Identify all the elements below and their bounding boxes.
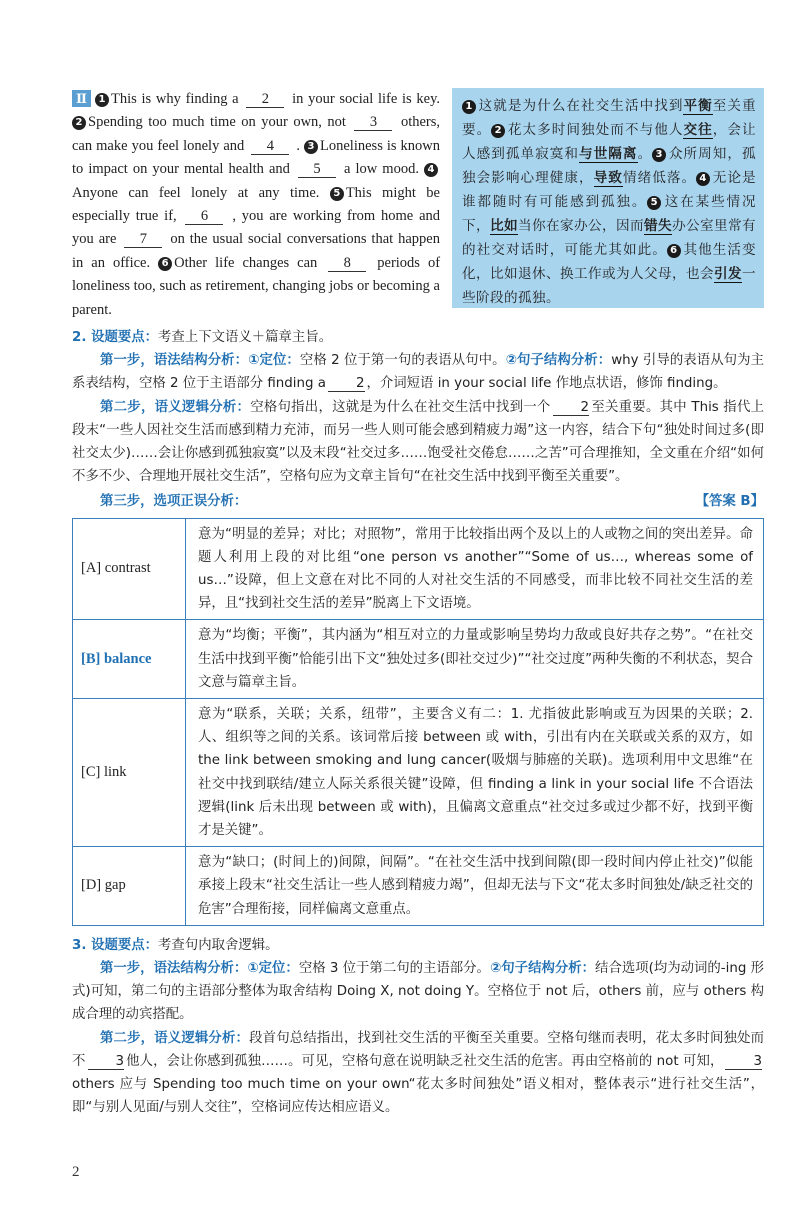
translation-number: 3 [652, 148, 666, 162]
option-label: [C] link [73, 699, 186, 847]
q3-step1-struct: ②句子结构分析： [489, 961, 596, 977]
q2-step1-c: ，介词短语 in your social life 作地点状语，修饰 finding。 [366, 376, 727, 392]
option-label: [B] balance [73, 620, 186, 699]
blank-4: 4 [251, 138, 289, 155]
q2-step2-label: 第二步，语义逻辑分析： [100, 399, 251, 415]
sentence-number: 6 [158, 257, 172, 271]
option-analysis: 意为“联系，关联；关系，纽带”，主要含义有二：1. 尤指彼此影响或互为因果的关联；2. 人、组织等之间的关系。该词常后接 between 或 with，引出有内在关联或关系的双方，如 the link between smoking and lung cancer(吸烟与肺癌的关联)。选项利用中文思维“在社交中找到联结/建立人际关系很关键”设障，但 finding a link in your social life 不合语法逻辑(link 后未出现 between 或 with)，且偏离文意重点“社交过多或过少都不好，找到平衡才是关键”。 [186, 699, 764, 847]
translation-text: 办公室里常有的社交对话时，可能尤其如此。 [462, 218, 756, 258]
translation-text: ，会让人感到孤单寂寞和 [462, 122, 756, 162]
passage-text: a low mood. [344, 161, 419, 178]
q3-step2-label: 第二步，语义逻辑分析： [100, 1030, 250, 1046]
section-marker: Ⅱ [72, 90, 91, 107]
translation-number: 4 [696, 172, 710, 186]
translation-text: 一些阶段的孤独。 [462, 266, 756, 306]
translation-text: 。 [637, 146, 653, 162]
passage-text: Anyone can feel lonely at any time. [72, 184, 320, 201]
translation-text: 至关重要。 [462, 98, 756, 138]
q3-step2-blank1: 3 [88, 1054, 125, 1070]
option-row [73, 518, 764, 620]
translation-text: 众所周知，孤独会影响心理健康， [462, 146, 756, 186]
q3-step2-c: others 应与 Spending too much time on your own“花太多时间独处”语义相对，整体表示“进行社交生活”，即“与别人见面/与别人交往”，空格词应传达相应语义。 [72, 1077, 764, 1116]
translation-number: 5 [647, 196, 661, 210]
q3-heading [72, 934, 764, 957]
sentence-number: 4 [424, 163, 438, 177]
english-passage [72, 88, 440, 322]
sentence-number: 5 [330, 187, 344, 201]
q3-step1-loc: ①定位： [247, 961, 299, 977]
translation-text: 情绪低落。 [622, 170, 697, 186]
passage-text: Spending too much time on your own, not [88, 114, 346, 131]
key-term: 交往 [683, 122, 713, 138]
translation-text: 无论是谁都随时有可能感到孤独。 [462, 170, 756, 210]
translation-text: 这在某些情况下， [462, 194, 756, 234]
passage-text: Loneliness is known to impact on your mental health and [72, 137, 441, 178]
q3-title-rest: 考查句内取舍逻辑。 [158, 937, 279, 953]
key-term: 错失 [643, 218, 672, 234]
translation-number: 2 [491, 124, 505, 138]
q3-title: 3. 设题要点： [72, 937, 159, 953]
passage-text: periods of loneliness too, such as retirement, changing jobs or becoming a parent. [72, 254, 441, 318]
passage-text: This is why finding a [110, 91, 239, 107]
q2-step1-label: 第一步，语法结构分析： [100, 353, 249, 369]
passage-text: Other life changes can [174, 254, 318, 271]
q3-step2-a: 段首句总结指出，找到社交生活的平衡至关重要。空格句继而表明，花太多时间独处而不 [72, 1030, 765, 1069]
key-term: 导致 [593, 170, 623, 186]
q2-heading [72, 326, 764, 349]
q2-step1-struct: ②句子结构分析： [505, 353, 612, 369]
q3-step1-label: 第一步，语法结构分析： [100, 961, 248, 977]
q2-step2 [72, 396, 764, 489]
q2-answer: 【答案 B】 [695, 494, 764, 510]
explanation-content [72, 326, 764, 1120]
q3-step1 [72, 957, 764, 1027]
passage-text: , you are working from home and you are [72, 208, 441, 248]
option-label: [A] contrast [73, 518, 186, 620]
q2-step2-b: 至关重要。其中 This 指代上段末“一些人因社交生活而感到精力充沛，而另一些人则可能会感到精疲力竭”这一内容，结合下句“独处时间过多(即社交太少)……会让你感到孤独寂寞”以及末段“社交过多……饱受社交倦怠……之苦”可合理推知，全文重在介绍“如何不多不少、合理地开展社交生活”，空格句应为文章主旨句“在社交生活中找到平衡至关重要”。 [72, 399, 765, 485]
passage-text: . [296, 137, 300, 154]
q2-step1-b: why 引导的表语从句为主系表结构，空格 2 位于主语部分 finding a [72, 353, 765, 392]
q2-step1-blank: 2 [328, 376, 365, 392]
q2-step2-a: 空格句指出，这就是为什么在社交生活中找到一个 [250, 399, 551, 415]
option-analysis: 意为“缺口；(时间上的)间隙，间隔”。“在社交生活中找到间隙(即一段时间内停止社交)”似能承接上段末“社交生活让一些人感到精疲力竭”，但却无法与下文“花太多时间独处/缺乏社交的危害”合理衔接，同样偏离文意重点。 [186, 847, 764, 926]
q2-step1-loc: ①定位： [248, 353, 300, 369]
passage-text: others, can make you feel lonely and [72, 114, 441, 154]
blank-3: 3 [354, 114, 392, 131]
chinese-translation-box [452, 88, 764, 308]
option-analysis: 意为“均衡；平衡”，其内涵为“相互对立的力量或影响呈势均力敌或良好共存之势”。“在社交生活中找到平衡”恰能引出下文“独处过多(即社交过少)”“社交过度”两种失衡的不利状态，契合文意与篇章主旨。 [186, 620, 764, 699]
q2-title: 2. 设题要点： [72, 330, 159, 345]
q2-title-rest: 考查上下文语义＋篇章主旨。 [158, 330, 333, 345]
q2-step2-blank: 2 [553, 400, 590, 416]
translation-number: 6 [667, 244, 681, 258]
translation-text: 当你在家办公，因而 [518, 218, 644, 234]
q2-step1 [72, 349, 764, 395]
key-term: 与世隔离 [579, 146, 638, 162]
option-analysis: 意为“明显的差异；对比；对照物”，常用于比较指出两个及以上的人或物之间的突出差异。命题人利用上段的对比组“one person vs another”“Some of us…, whereas some of us…”设障，但上文意在对比不同的人对社交生活的不同感受，而非比较不同社交生活的差异，且“找到社交生活的差异”脱离上下文语境。 [186, 518, 764, 620]
option-label: [D] gap [73, 847, 186, 926]
sentence-number: 1 [95, 93, 109, 107]
translation-text: 这就是为什么在社交生活中找到 [478, 98, 684, 114]
translation-number: 1 [462, 100, 476, 114]
q3-step2-b: 他人，会让你感到孤独……。可见，空格句意在说明缺乏社交生活的危害。再由空格前的 not 可知， [126, 1053, 724, 1069]
options-table [72, 518, 764, 926]
option-row [73, 620, 764, 699]
q2-step1-a: 空格 2 位于第一句的表语从句中。 [299, 353, 506, 369]
passage-text: This might be especially true if, [72, 184, 440, 225]
key-term: 引发 [713, 266, 742, 282]
passage-text: in your social life is key. [292, 91, 441, 107]
q3-step2 [72, 1027, 764, 1120]
q3-step1-a: 空格 3 位于第二句的主语部分。 [298, 961, 490, 977]
key-term: 比如 [490, 218, 518, 234]
option-row [73, 699, 764, 847]
q2-step3-label: 第三步，选项正误分析： [100, 494, 248, 510]
page-number: 2 [72, 1164, 80, 1180]
blank-6: 6 [185, 208, 223, 225]
q3-step1-b: 结合选项(均为动词的-ing 形式)可知，第二句的主语部分整体为取舍结构 Doing X, not doing Y。空格位于 not 后，others 前，应与 others 构成合理的动宾搭配。 [72, 961, 764, 1023]
option-row [73, 847, 764, 926]
translation-text: 花太多时间独处而不与他人 [507, 122, 684, 138]
passage-text: on the usual social conversations that happen in an office. [72, 231, 440, 271]
translation-text: 其他生活变化，比如退休、换工作或为人父母，也会 [462, 242, 756, 282]
q2-step3-row [72, 490, 764, 513]
sentence-number: 2 [72, 116, 86, 130]
blank-7: 7 [124, 231, 162, 248]
blank-8: 8 [328, 255, 366, 272]
key-term: 平衡 [683, 98, 713, 114]
blank-5: 5 [298, 161, 336, 178]
blank-2: 2 [246, 91, 284, 108]
sentence-number: 3 [304, 140, 318, 154]
q3-step2-blank2: 3 [725, 1054, 762, 1070]
